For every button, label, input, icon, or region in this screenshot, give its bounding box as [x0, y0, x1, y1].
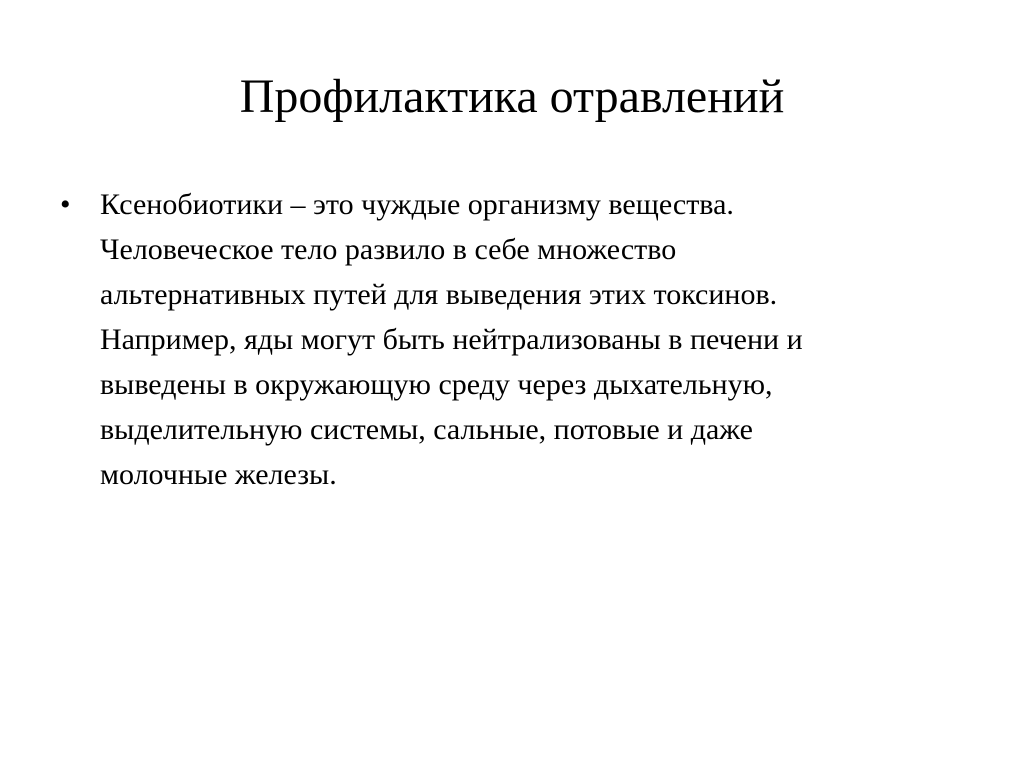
bullet-text-line: альтернативных путей для выведения этих токсинов. — [100, 278, 778, 311]
bullet-text-line: выделительную системы, сальные, потовые и даже — [100, 413, 753, 446]
slide-title: Профилактика отравлений — [239, 70, 785, 123]
bullet-text-line: выведены в окружающую среду через дыхательную, — [100, 368, 773, 401]
bullet-text-line: Например, яды могут быть нейтрализованы в печени и — [100, 323, 803, 356]
bullet-item — [60, 182, 940, 497]
bullet-text-line: Ксенобиотики – это чуждые организму вещества. — [100, 188, 734, 221]
bullet-text-line: молочные железы. — [100, 458, 337, 491]
bullet-text — [100, 182, 803, 497]
bullet-text-line: Человеческое тело развило в себе множество — [100, 233, 677, 266]
bullet-list — [60, 182, 940, 497]
bullet-marker: • — [60, 188, 71, 221]
